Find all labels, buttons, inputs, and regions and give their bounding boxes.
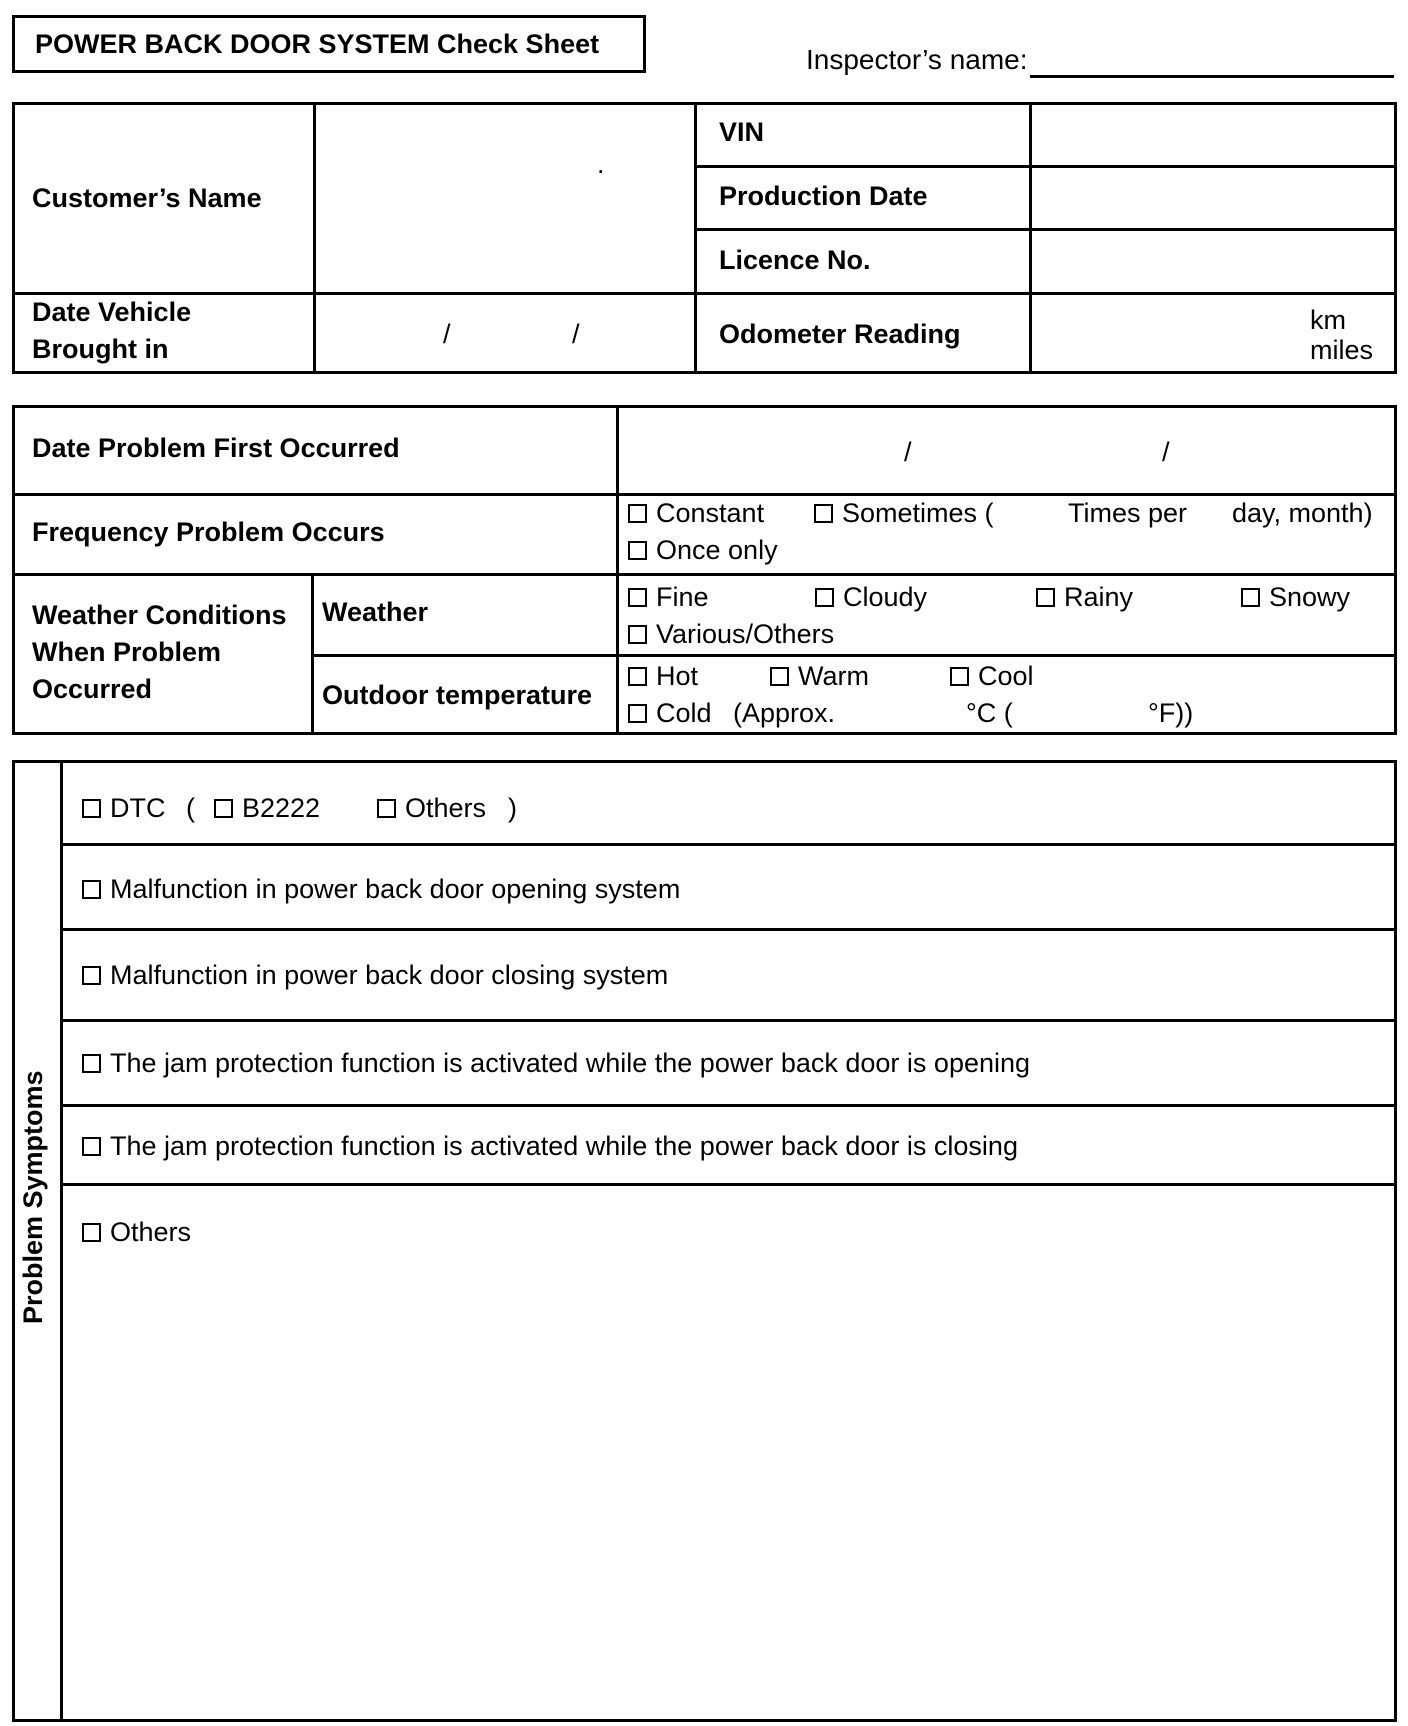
dtc-others-option[interactable]: Others (377, 792, 486, 824)
production-date-field[interactable] (1032, 168, 1394, 228)
customer-name-dot: . (597, 149, 605, 179)
checkbox[interactable] (814, 504, 833, 523)
checkbox[interactable] (628, 541, 647, 560)
weather-snowy-option[interactable]: Snowy (1241, 581, 1350, 613)
checkbox[interactable] (628, 667, 647, 686)
vin-label: VIN (719, 117, 765, 147)
temperature-warm-option[interactable]: Warm (770, 660, 869, 692)
weather-conditions-label: Weather Conditions When Problem Occurred (32, 600, 287, 704)
unit-km: km (1310, 305, 1346, 335)
unit-miles: miles (1310, 335, 1374, 365)
checkbox[interactable] (815, 588, 834, 607)
frequency-label: Frequency Problem Occurs (32, 517, 385, 547)
date-separator: / (904, 437, 912, 467)
checkbox[interactable] (770, 667, 789, 686)
inspector-label: Inspector’s name: (806, 44, 1028, 75)
times-per-text: Times per (1068, 498, 1188, 528)
licence-no-label: Licence No. (719, 245, 871, 275)
checkbox[interactable] (628, 588, 647, 607)
weather-rainy-option[interactable]: Rainy (1036, 581, 1133, 613)
temperature-hot-option[interactable]: Hot (628, 660, 698, 692)
symptom-jam-opening[interactable]: The jam protection function is activated while the power back door is opening (82, 1047, 1030, 1079)
frequency-constant-option[interactable]: Constant (628, 497, 764, 529)
dtc-close-paren: ) (508, 793, 517, 823)
checkbox[interactable] (628, 504, 647, 523)
date-separator: / (572, 319, 580, 349)
checkbox[interactable] (82, 1223, 101, 1242)
checkbox[interactable] (950, 667, 969, 686)
fahrenheit-text: °F)) (1148, 698, 1194, 728)
symptom-others[interactable]: Others (82, 1216, 191, 1248)
frequency-sometimes-option[interactable]: Sometimes ( (814, 497, 994, 529)
production-date-label: Production Date (719, 181, 928, 211)
page-title: POWER BACK DOOR SYSTEM Check Sheet (12, 15, 646, 73)
checkbox[interactable] (214, 799, 233, 818)
date-first-occurred-field[interactable] (619, 408, 1394, 493)
weather-label: Weather (322, 597, 429, 627)
temperature-cold-option[interactable]: Cold (628, 697, 712, 729)
checkbox[interactable] (82, 1054, 101, 1073)
checkbox[interactable] (628, 625, 647, 644)
day-month-text: day, month) (1232, 498, 1373, 528)
customer-name-field[interactable] (316, 105, 694, 292)
frequency-once-option[interactable]: Once only (628, 534, 778, 566)
date-first-occurred-label: Date Problem First Occurred (32, 433, 400, 463)
date-brought-in-label: Date Vehicle Brought in (32, 297, 192, 364)
others-notes-area[interactable] (63, 1260, 1394, 1719)
checkbox[interactable] (628, 704, 647, 723)
outdoor-temperature-label: Outdoor temperature (322, 680, 593, 710)
weather-various-option[interactable]: Various/Others (628, 618, 834, 650)
problem-symptoms-label: Problem Symptoms (18, 1070, 48, 1324)
checkbox[interactable] (377, 799, 396, 818)
dtc-option[interactable]: DTC (82, 792, 166, 824)
inspector-name-field[interactable] (1030, 75, 1394, 78)
symptom-jam-closing[interactable]: The jam protection function is activated while the power back door is closing (82, 1130, 1018, 1162)
checkbox[interactable] (82, 880, 101, 899)
checkbox[interactable] (1036, 588, 1055, 607)
weather-cloudy-option[interactable]: Cloudy (815, 581, 927, 613)
weather-fine-option[interactable]: Fine (628, 581, 709, 613)
symptom-closing-malfunction[interactable]: Malfunction in power back door closing system (82, 959, 668, 991)
checkbox[interactable] (82, 966, 101, 985)
checkbox[interactable] (82, 799, 101, 818)
date-separator: / (443, 319, 451, 349)
date-separator: / (1162, 437, 1170, 467)
dtc-open-paren: ( (186, 793, 195, 823)
celsius-text: °C ( (966, 698, 1013, 728)
date-brought-in-field[interactable] (316, 295, 694, 371)
checkbox[interactable] (82, 1137, 101, 1156)
symptom-opening-malfunction[interactable]: Malfunction in power back door opening system (82, 873, 680, 905)
customer-name-label: Customer’s Name (32, 183, 262, 213)
vin-field[interactable] (1032, 105, 1394, 165)
approx-text: (Approx. (733, 698, 836, 728)
dtc-b2222-option[interactable]: B2222 (214, 792, 320, 824)
odometer-label: Odometer Reading (719, 319, 961, 349)
licence-no-field[interactable] (1032, 231, 1394, 292)
checkbox[interactable] (1241, 588, 1260, 607)
temperature-cool-option[interactable]: Cool (950, 660, 1034, 692)
